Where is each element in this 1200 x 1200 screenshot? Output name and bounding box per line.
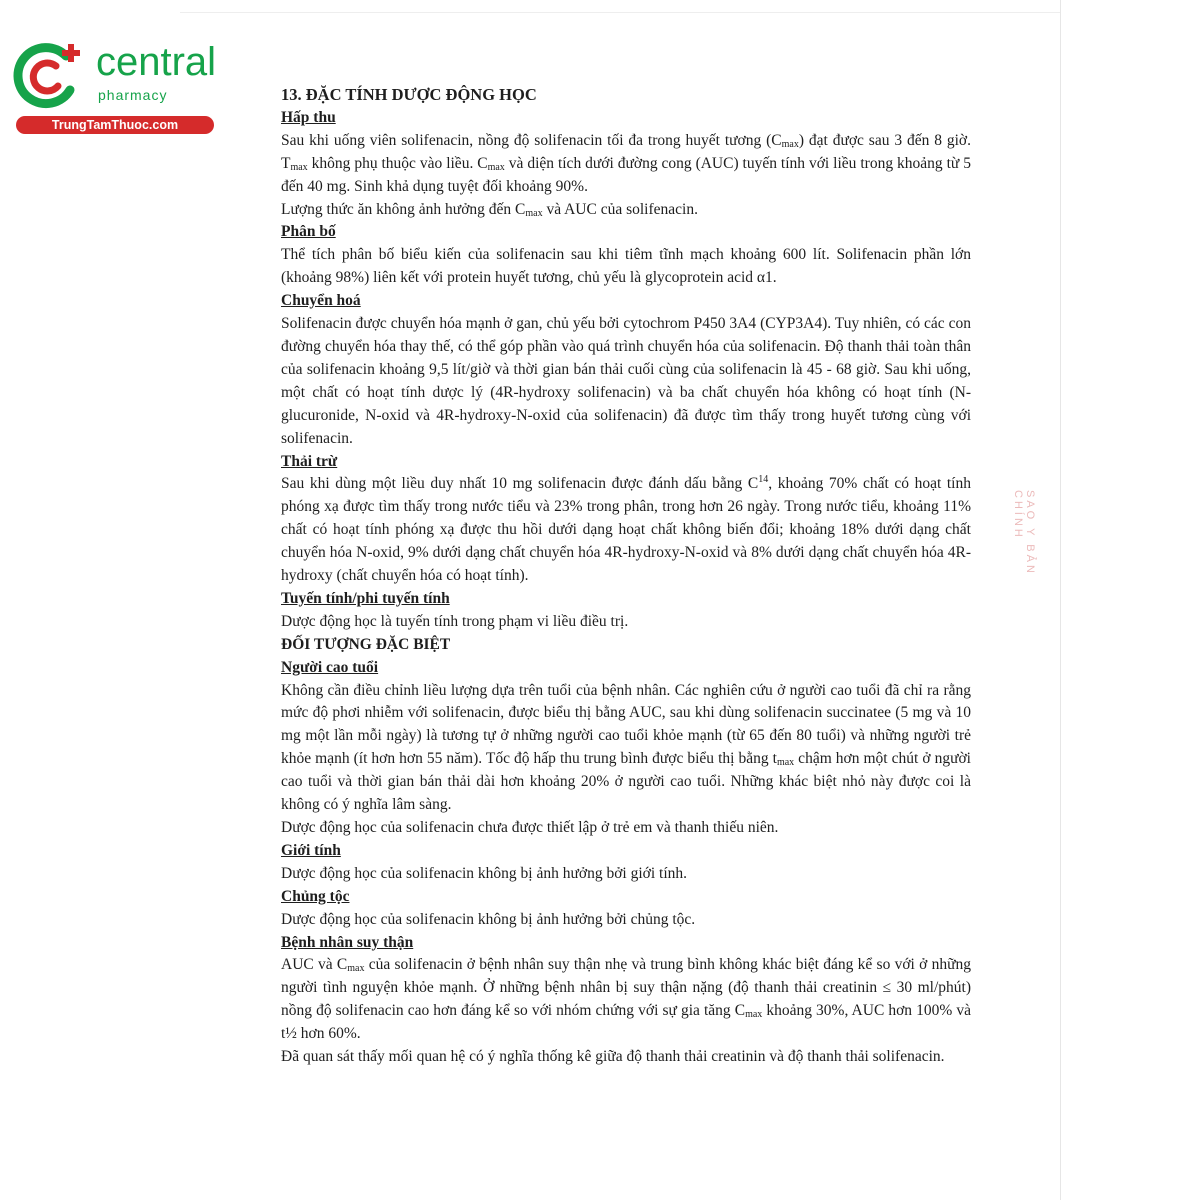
renal-heading: Bệnh nhân suy thận <box>281 933 414 951</box>
metabolism-paragraph: Solifenacin được chuyển hóa mạnh ở gan, chủ yếu bởi cytochrom P450 3A4 (CYP3A4). Tuy nhiên, có các con đường chuyển hóa thay thế, có thể góp phần vào quá trình chuyển hóa của solifenacin. Độ thanh thải toàn thân của solifenacin khoảng 9,5 lít/giờ và thời gian bán thải cuối cùng của solifenacin là 45 - 68 giờ. Sau khi uống, một chất có hoạt tính dược lý (4R-hydroxy solifenacin) và ba chất chuyển hóa không có hoạt tính (N-glucuronide, N-oxid và 4R-hydroxy-N-oxid của solifenacin) đã được tìm thấy trong huyết tương cùng với solifenacin. <box>281 315 971 447</box>
gender-heading: Giới tính <box>281 841 341 859</box>
document-body <box>281 84 971 1069</box>
brand-name: central <box>96 40 217 84</box>
faded-stamp: SAO Y BẢN CHÍNH <box>1012 490 1036 576</box>
elimination-heading: Thải trừ <box>281 452 338 470</box>
brand-subtitle: pharmacy <box>98 87 168 103</box>
linearity-heading: Tuyến tính/phi tuyến tính <box>281 589 450 607</box>
race-paragraph: Dược động học của solifenacin không bị ảnh hưởng bởi chủng tộc. <box>281 910 696 928</box>
brand-url-badge[interactable]: TrungTamThuoc.com <box>16 116 214 134</box>
special-populations-title: ĐỐI TƯỢNG ĐẶC BIỆT <box>281 635 451 653</box>
brand-logo <box>10 36 215 136</box>
renal-paragraph-1: AUC và $C_{max}$ của solifenacin ở bệnh nhân suy thận nhẹ và trung bình không khác biệt đáng kể so với ở những người tình nguyện khỏe mạnh. Ở những bệnh nhân bị suy thận nặng (độ thanh thải creatinin ≤ 30 ml/phút) nồng độ solifenacin cao hơn đáng kể so với nhóm chứng với sự gia tăng $C_{max}$ khoảng 30%, AUC hơn 100% và t½ hơn 60%. <box>281 956 971 1043</box>
absorption-paragraph-2: Lượng thức ăn không ảnh hưởng đến $C_{max}$ và AUC của solifenacin. <box>281 200 698 219</box>
metabolism-heading: Chuyển hoá <box>281 292 361 310</box>
page-right-edge <box>1060 0 1061 1200</box>
pharmacy-logo-icon <box>10 36 92 118</box>
section-title: 13. ĐẶC TÍNH DƯỢC ĐỘNG HỌC <box>281 85 537 104</box>
gender-paragraph: Dược động học của solifenacin không bị ảnh hưởng bởi giới tính. <box>281 864 688 882</box>
elderly-paragraph-1: Không cần điều chỉnh liều lượng dựa trên tuổi của bệnh nhân. Các nghiên cứu ở người cao tuổi đã chỉ ra rằng mức độ phơi nhiễm với solifenacin, được biểu thị bằng AUC, sau khi dùng solifenacin succinatee (5 mg và 10 mg một lần mỗi ngày) là tương tự ở những người cao tuổi khỏe mạnh (từ 65 đến 80 tuổi) và những người trẻ khỏe mạnh (ít hơn hơn 55 năm). Tốc độ hấp thu trung bình được biểu thị bằng $t_{max}$ chậm hơn một chút ở người cao tuổi và thời gian bán thải dài hơn khoảng 20% ở người cao tuổi. Những khác biệt nhỏ này được coi là không có ý nghĩa lâm sàng. <box>281 681 971 814</box>
page-top-edge <box>180 12 1060 13</box>
elimination-paragraph: Sau khi dùng một liều duy nhất 10 mg solifenacin được đánh dấu bằng $C^{14}$, khoảng 70% chất có hoạt tính phóng xạ được tìm thấy trong nước tiểu và 23% trong phân, trong hơn 26 ngày. Trong nước tiểu, khoảng 11% chất có hoạt tính phóng xạ được thu hồi dưới dạng hoạt chất không biến đổi; khoảng 18% dưới dạng chất chuyển hóa N-oxid, 9% dưới dạng chất chuyển hóa 4R-hydroxy-N-oxid và 8% dưới dạng chất chuyển hóa 4R-hydroxy (chất chuyển hóa có hoạt tính). <box>281 474 971 585</box>
linearity-paragraph: Dược động học là tuyến tính trong phạm vi liều điều trị. <box>281 612 629 630</box>
elderly-paragraph-2: Dược động học của solifenacin chưa được thiết lập ở trẻ em và thanh thiếu niên. <box>281 819 779 836</box>
elderly-heading: Người cao tuổi <box>281 658 379 676</box>
renal-paragraph-2: Đã quan sát thấy mối quan hệ có ý nghĩa thống kê giữa độ thanh thải creatinin và độ thanh thải solifenacin. <box>281 1048 945 1066</box>
distribution-paragraph: Thể tích phân bố biểu kiến của solifenacin sau khi tiêm tĩnh mạch khoảng 600 lít. Solifenacin phần lớn (khoảng 98%) liên kết với protein huyết tương, chủ yếu là glycoprotein acid α1. <box>281 246 971 287</box>
distribution-heading: Phân bố <box>281 223 336 241</box>
race-heading: Chủng tộc <box>281 887 350 905</box>
absorption-heading: Hấp thu <box>281 108 336 126</box>
absorption-paragraph-1: Sau khi uống viên solifenacin, nồng độ solifenacin tối đa trong huyết tương $(C_{max})$ đạt được sau 3 đến 8 giờ. $T_{max}$ không phụ thuộc vào liều. $C_{max}$ và diện tích dưới đường cong (AUC) tuyến tính với liều trong khoảng từ 5 đến 40 mg. Sinh khả dụng tuyệt đối khoảng 90%. <box>281 131 972 195</box>
